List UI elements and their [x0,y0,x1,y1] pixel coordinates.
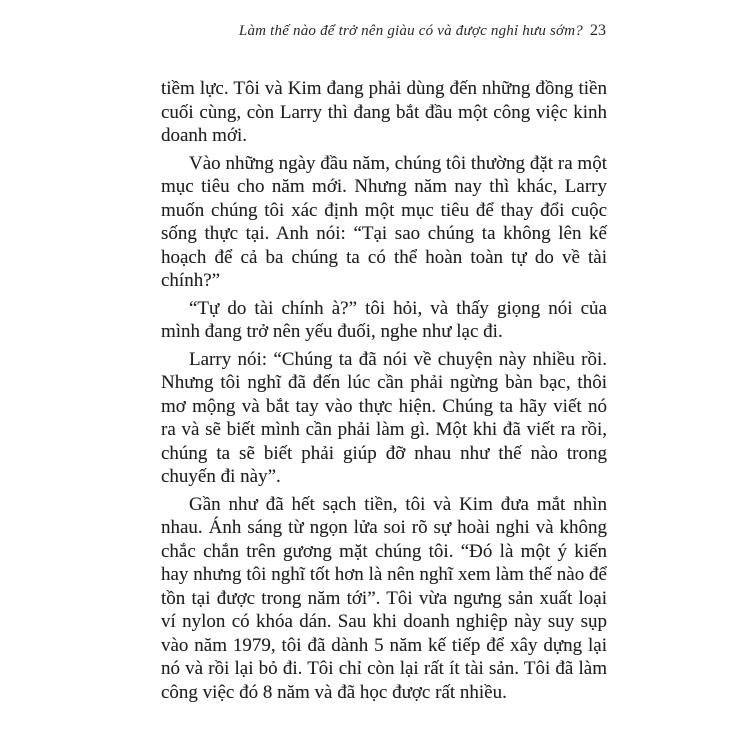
running-header [160,22,606,40]
body-text [161,77,607,708]
paragraph: Gần như đã hết sạch tiền, tôi và Kim đưa mắt nhìn nhau. Ánh sáng từ ngọn lửa soi rõ sự hoài nghi và không chắc chắn trên gương mặt chúng tôi. “Đó là một ý kiến hay nhưng tôi nghĩ tốt hơn là nên nghĩ xem làm thế nào để tồn tại được trong năm tới”. Tôi vừa ngưng sản xuất loại ví nylon có khóa dán. Sau khi doanh nghiệp này suy sụp vào năm 1979, tôi đã dành 5 năm kế tiếp để xây dựng lại nó và rồi lại bỏ đi. Tôi chỉ còn lại rất ít tài sản. Tôi đã làm công việc đó 8 năm và đã học được rất nhiều. [161,493,607,703]
paragraph: “Tự do tài chính à?” tôi hỏi, và thấy giọng nói của mình đang trở nên yếu đuối, nghe như lạc đi. [161,297,607,342]
page-number: 23 [590,22,606,39]
paragraph: tiềm lực. Tôi và Kim đang phải dùng đến những đồng tiền cuối cùng, còn Larry thì đang bắt đầu một công việc kinh doanh mới. [161,78,607,146]
paragraph: Larry nói: “Chúng ta đã nói về chuyện này nhiều rồi. Nhưng tôi nghĩ đã đến lúc cần phải ngừng bàn bạc, thôi mơ mộng và bắt tay vào thực hiện. Chúng ta hãy viết nó ra và sẽ biết mình cần phải làm gì. Một khi đã viết ra rồi, chúng ta sẽ biết phải giúp đỡ nhau như thế nào trong chuyến đi này”. [161,348,607,487]
running-header-title: Làm thế nào để trở nên giàu có và được nghỉ hưu sớm? [238,23,583,39]
paragraph: Vào những ngày đầu năm, chúng tôi thường đặt ra một mục tiêu cho năm mới. Nhưng năm nay thì khác, Larry muốn chúng tôi xác định một mục tiêu để thay đổi cuộc sống thực tại. Anh nói: “Tại sao chúng ta không lên kế hoạch để cả ba chúng ta có thể hoàn toàn tự do về tài chính?” [161,152,607,291]
